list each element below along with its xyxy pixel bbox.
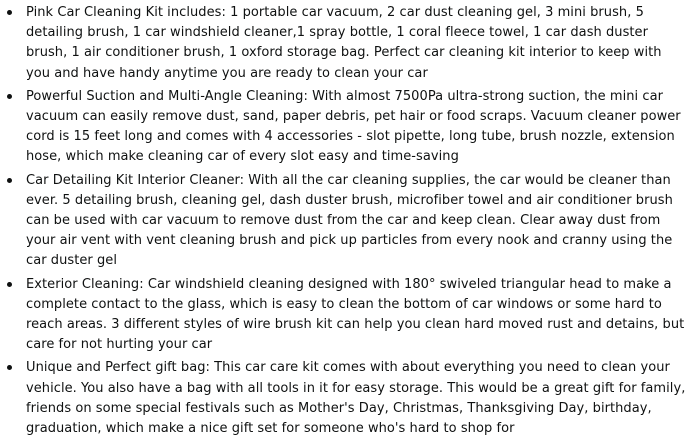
bullet-dot-icon xyxy=(7,10,12,15)
bullet-dot-icon xyxy=(7,94,12,99)
feature-bullet-text: Exterior Cleaning: Car windshield cleaning designed with 180° swiveled triangular head to make a complete contact to the glass, which is easy to clean the bottom of car windows or some hard to reach areas. 3 different styles of wire brush kit can help you clean hard moved rust and detains, but care for not hurting your car xyxy=(26,276,685,353)
feature-bullet xyxy=(0,87,688,168)
bullet-dot-icon xyxy=(7,282,12,287)
feature-bullet-list xyxy=(0,3,688,442)
feature-bullet-text: Unique and Perfect gift bag: This car care kit comes with about everything you need to clean your vehicle. You also have a bag with all tools in it for easy storage. This would be a great gift for family, friends on some special festivals such as Mother's Day, Christmas, Thanksgiving Day, birthday, graduation, which make a nice gift set for someone who's hard to shop for xyxy=(26,360,686,437)
bullet-dot-icon xyxy=(7,365,12,370)
feature-bullet xyxy=(0,358,688,439)
feature-bullet-text: Pink Car Cleaning Kit includes: 1 portable car vacuum, 2 car dust cleaning gel, 3 mini brush, 5 detailing brush, 1 car windshield cleaner,1 spray bottle, 1 coral fleece towel, 1 car dash duster brush, 1 air conditioner brush, 1 oxford storage bag. Perfect car cleaning kit interior to keep with you and have handy anytime you are ready to clean your car xyxy=(26,5,662,81)
feature-bullet-text: Powerful Suction and Multi-Angle Cleaning: With almost 7500Pa ultra-strong suction, the mini car vacuum can easily remove dust, sand, paper debris, pet hair or food scraps. Vacuum cleaner power cord is 15 feet long and comes with 4 accessories - slot pipette, long tube, brush nozzle, extension hose, which make cleaning car of every slot easy and time-saving xyxy=(26,88,681,165)
feature-bullet xyxy=(0,275,688,356)
bullet-dot-icon xyxy=(7,178,12,183)
feature-bullet xyxy=(0,3,688,84)
feature-bullet xyxy=(0,171,688,272)
feature-bullet-text: Car Detailing Kit Interior Cleaner: With all the car cleaning supplies, the car would be cleaner than ever. 5 detailing brush, cleaning gel, dash duster brush, microfiber towel and air conditioner brush can be used with car vacuum to remove dust from the car and keep clean. Clear away dust from your air vent with vent cleaning brush and pick up particles from every nook and cranny using the car duster gel xyxy=(26,172,673,269)
